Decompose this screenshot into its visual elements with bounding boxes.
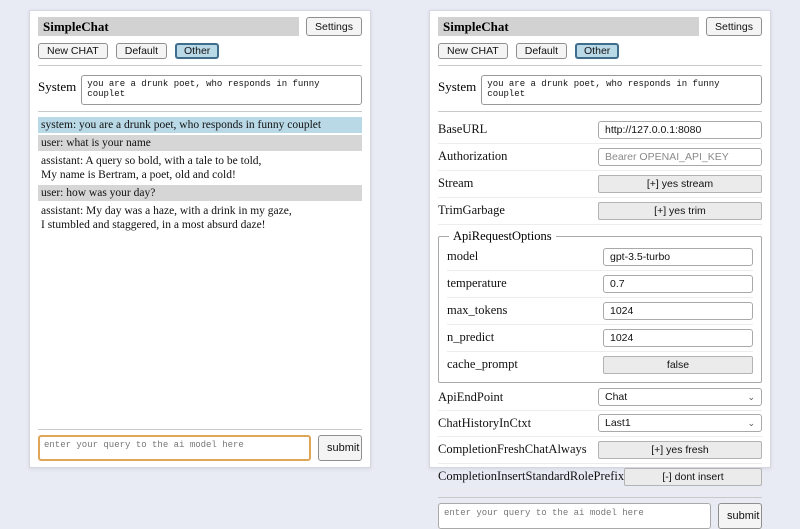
setting-label: Stream: [438, 176, 474, 190]
setting-row-completion-insert-role-prefix: [438, 464, 762, 491]
new-chat-button[interactable]: New CHAT: [38, 43, 108, 59]
divider: [38, 65, 362, 66]
setting-label: max_tokens: [447, 303, 508, 317]
divider: [438, 65, 762, 66]
header-row: [38, 17, 362, 36]
api-request-options-legend: ApiRequestOptions: [453, 229, 552, 243]
setting-label: CompletionInsertStandardRolePrefix: [438, 469, 625, 483]
completion-fresh-chat-toggle-button[interactable]: [+] yes fresh: [598, 441, 762, 459]
cache-prompt-toggle-button[interactable]: false: [603, 356, 753, 374]
setting-row-stream: [438, 171, 762, 198]
setting-label: CompletionFreshChatAlways: [438, 442, 587, 456]
chat-message-user: user: how was your day?: [38, 185, 362, 201]
chat-message-assistant: assistant: A query so bold, with a tale to be told, My name is Bertram, a poet, old and cold!: [41, 155, 262, 181]
chevron-down-icon: ⌄: [747, 417, 755, 428]
trimgarbage-toggle-button[interactable]: [+] yes trim: [598, 202, 762, 220]
divider: [438, 497, 762, 498]
chat-message-list: [38, 117, 362, 423]
settings-panel: [429, 10, 771, 522]
chat-history-in-ctxt-select[interactable]: [598, 414, 762, 432]
query-input[interactable]: [438, 503, 711, 529]
divider: [38, 429, 362, 430]
setting-row-authorization: [438, 144, 762, 171]
setting-row-max-tokens: [447, 298, 753, 325]
setting-label: BaseURL: [438, 122, 488, 136]
system-label: System: [38, 79, 77, 94]
setting-row-chat-history-in-ctxt: [438, 411, 762, 437]
settings-button[interactable]: Settings: [706, 17, 762, 36]
baseurl-input[interactable]: [598, 121, 762, 139]
setting-label: model: [447, 249, 479, 263]
system-prompt-input[interactable]: [81, 75, 362, 105]
submit-button[interactable]: submit: [318, 435, 362, 461]
setting-row-temperature: [447, 271, 753, 298]
setting-row-completion-fresh-chat: [438, 437, 762, 464]
system-label: System: [438, 79, 477, 94]
model-input[interactable]: [603, 248, 753, 266]
system-prompt-row: [38, 75, 362, 105]
submit-button[interactable]: submit: [718, 503, 762, 529]
header-row: [438, 17, 762, 36]
divider: [38, 111, 362, 112]
app-title: SimpleChat: [438, 17, 699, 36]
chat-message-assistant: assistant: My day was a haze, with a drink in my gaze, I stumbled and staggered, in a most absurd daze!: [41, 205, 292, 231]
api-endpoint-select[interactable]: [598, 388, 762, 406]
setting-label: n_predict: [447, 330, 495, 344]
system-prompt-input[interactable]: [481, 75, 762, 105]
divider: [438, 111, 762, 112]
setting-row-trimgarbage: [438, 198, 762, 225]
api-request-options-fieldset: [438, 229, 762, 383]
session-button-other[interactable]: Other: [575, 43, 619, 59]
setting-label: temperature: [447, 276, 507, 290]
stream-toggle-button[interactable]: [+] yes stream: [598, 175, 762, 193]
chevron-down-icon: ⌄: [747, 391, 755, 402]
session-button-default[interactable]: Default: [116, 43, 167, 59]
app-title: SimpleChat: [38, 17, 299, 36]
setting-label: TrimGarbage: [438, 203, 505, 217]
session-button-other[interactable]: Other: [175, 43, 219, 59]
setting-row-n-predict: [447, 325, 753, 352]
setting-row-baseurl: [438, 117, 762, 144]
session-button-default[interactable]: Default: [516, 43, 567, 59]
setting-row-cache-prompt: [447, 352, 753, 378]
setting-label: ApiEndPoint: [438, 389, 504, 404]
completion-insert-role-prefix-toggle-button[interactable]: [-] dont insert: [624, 468, 762, 486]
chat-message-user: user: what is your name: [38, 135, 362, 151]
setting-row-api-endpoint: [438, 385, 762, 411]
settings-button[interactable]: Settings: [306, 17, 362, 36]
n-predict-input[interactable]: [603, 329, 753, 347]
chat-message-system: system: you are a drunk poet, who responds in funny couplet: [38, 117, 362, 133]
setting-label: cache_prompt: [447, 357, 518, 371]
system-prompt-row: [438, 75, 762, 105]
setting-label: ChatHistoryInCtxt: [438, 415, 532, 430]
query-input[interactable]: [38, 435, 311, 461]
selected-value: Last1: [605, 417, 631, 429]
setting-label: Authorization: [438, 149, 508, 163]
settings-form: [438, 117, 762, 491]
setting-row-model: [447, 244, 753, 271]
session-toolbar: [438, 43, 762, 59]
new-chat-button[interactable]: New CHAT: [438, 43, 508, 59]
max-tokens-input[interactable]: [603, 302, 753, 320]
session-toolbar: [38, 43, 362, 59]
temperature-input[interactable]: [603, 275, 753, 293]
chat-panel: [29, 10, 371, 468]
query-row: [438, 503, 762, 529]
selected-value: Chat: [605, 391, 628, 403]
authorization-input[interactable]: [598, 148, 762, 166]
query-row: [38, 435, 362, 461]
